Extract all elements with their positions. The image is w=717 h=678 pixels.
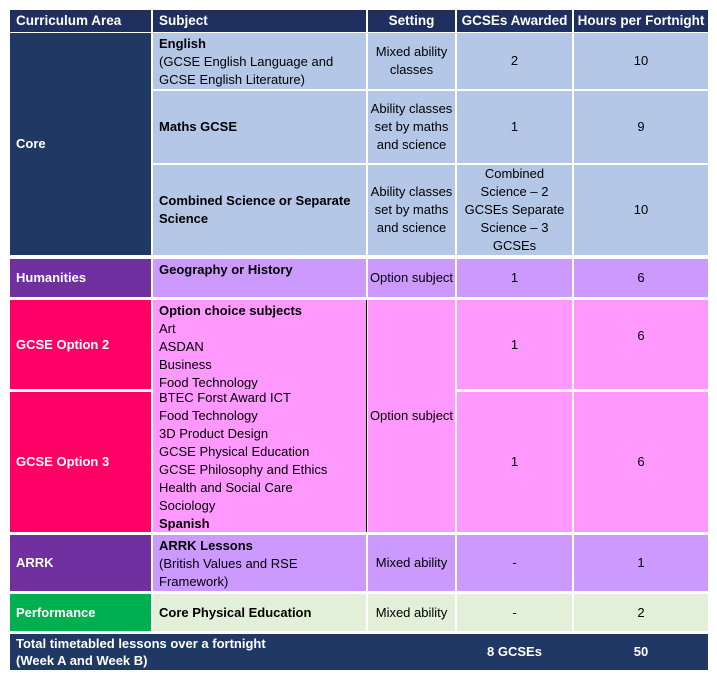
subject-maths-title: Maths GCSE [159,119,238,134]
option-2-item: Art [159,321,176,336]
option-3-item: Food Technology [159,408,258,423]
option-3-item: Health and Social Care [159,480,293,495]
header-subject: Subject [153,10,366,32]
header-curriculum-area: Curriculum Area [10,10,151,32]
setting-science: Ability classes set by maths and science [368,165,455,255]
setting-options: Option subject [368,300,455,532]
total-gcses: 8 GCSEs [455,634,574,670]
area-core: Core [10,33,151,255]
gcses-arrk: - [457,535,572,591]
setting-performance: Mixed ability [368,594,455,631]
gcses-option-2: 1 [457,300,572,389]
subject-arrk [153,535,366,591]
subject-arrk-title: ARRK Lessons [159,538,253,553]
total-label: Total timetabled lessons over a fortnight (Week A and Week B) [10,634,455,670]
option-list-title: Option choice subjects [159,303,303,318]
option-2-item: ASDAN [159,339,204,354]
hours-performance: 2 [574,594,708,631]
gcses-performance: - [457,594,572,631]
option-3-item: GCSE Physical Education [159,444,310,459]
subject-performance-title: Core Physical Education [159,604,312,620]
gcses-english: 2 [457,33,572,89]
header-hours-per-fortnight: Hours per Fortnight [574,10,708,32]
hours-option-2: 6 [574,300,708,389]
option-3-item: Sociology [159,498,216,513]
setting-english: Mixed ability classes [368,33,455,89]
setting-humanities: Option subject [368,259,455,297]
area-performance: Performance [10,594,151,631]
option-divider-line [366,300,367,532]
subject-option-2 [153,300,366,389]
area-arrk: ARRK [10,535,151,591]
header-gcses-awarded: GCSEs Awarded [457,10,572,32]
hours-option-3: 6 [574,392,708,532]
subject-performance [153,594,366,631]
hours-maths: 9 [574,91,708,163]
setting-maths: Ability classes set by maths and science [368,91,455,163]
option-3-item: 3D Product Design [159,426,269,441]
subject-arrk-detail: (British Values and RSE Framework) [159,556,298,589]
header-setting: Setting [368,10,455,32]
subject-option-3 [153,389,366,532]
gcses-humanities: 1 [457,259,572,297]
area-humanities: Humanities [10,259,151,297]
area-gcse-option-3: GCSE Option 3 [10,392,151,532]
hours-arrk: 1 [574,535,708,591]
subject-english [153,33,366,89]
hours-science: 10 [574,165,708,255]
subject-humanities [153,259,366,297]
hours-humanities: 6 [574,259,708,297]
subject-science-title: Combined Science or Separate Science [159,193,351,226]
option-3-last-item: Spanish [159,516,210,531]
subject-science [153,165,366,255]
option-2-item: Business [159,357,212,372]
gcses-option-3: 1 [457,392,572,532]
total-hours: 50 [574,634,708,670]
subject-english-detail: (GCSE English Language and GCSE English Literature) [159,54,334,87]
gcses-maths: 1 [457,91,572,163]
subject-humanities-title: Geography or History [159,262,293,277]
hours-english: 10 [574,33,708,89]
option-2-item: Food Technology [159,375,258,389]
option-3-item: BTEC Forst Award ICT [159,390,291,405]
gcses-science: Combined Science – 2 GCSEs Separate Science – 3 GCSEs [457,165,572,255]
subject-english-title: English [159,36,206,51]
option-3-item: GCSE Philosophy and Ethics [159,462,328,477]
subject-maths [153,91,366,163]
setting-arrk: Mixed ability [368,535,455,591]
area-gcse-option-2: GCSE Option 2 [10,300,151,389]
